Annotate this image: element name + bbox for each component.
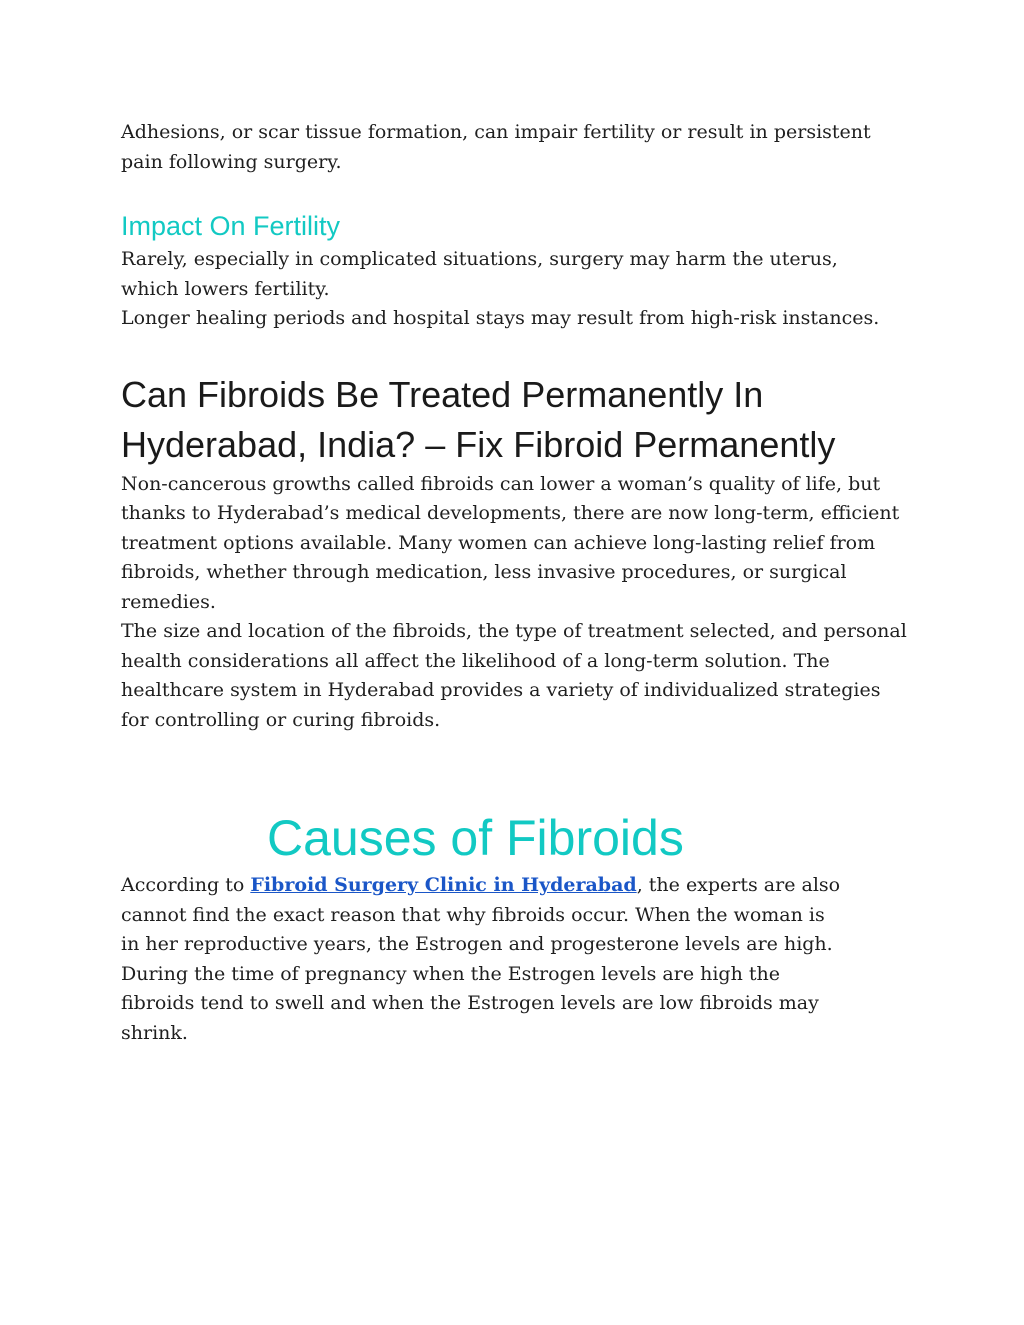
impact-paragraph-2: Longer healing periods and hospital stays may result from high-risk instances. [121, 307, 880, 329]
causes-lead-text: According to [121, 874, 251, 896]
causes-rest-text: , the experts are also cannot find the exact reason that why fibroids occur. When the woman is in her reproductive years, the Estrogen and progesterone levels are high. During the time of pregnancy when the Estrogen levels are high the fibroids tend to swell and when the Estrogen levels are low fibroids may shrink. [121, 874, 841, 1044]
impact-paragraph-1: Rarely, especially in complicated situations, surgery may harm the uterus, which lowers fertility. [121, 248, 838, 300]
treatment-paragraph-2: The size and location of the fibroids, the type of treatment selected, and personal health considerations all affect the likelihood of a long-term solution. The healthcare system in Hyderabad provides a variety of individualized strategies for controlling or curing fibroids. [121, 620, 907, 731]
fibroid-clinic-link[interactable]: Fibroid Surgery Clinic in Hyderabad [250, 874, 637, 896]
causes-paragraph [121, 871, 846, 1048]
treatment-paragraph-1: Non-cancerous growths called fibroids can lower a woman’s quality of life, but thanks to Hyderabad’s medical developments, there are now long-term, efficient treatment options available. Many women can achieve long-lasting relief from fibroids, whether through medication, less invasive procedures, or surgical remedies. [121, 472, 900, 613]
impact-heading: Impact On Fertility [121, 211, 341, 241]
intro-paragraph: Adhesions, or scar tissue formation, can impair fertility or result in persistent pain following surgery. [121, 121, 871, 173]
treatment-heading: Can Fibroids Be Treated Permanently In Hyderabad, India? – Fix Fibroid Permanently [121, 373, 836, 465]
document-content [121, 118, 911, 1048]
causes-heading: Causes of Fibroids [267, 810, 684, 866]
